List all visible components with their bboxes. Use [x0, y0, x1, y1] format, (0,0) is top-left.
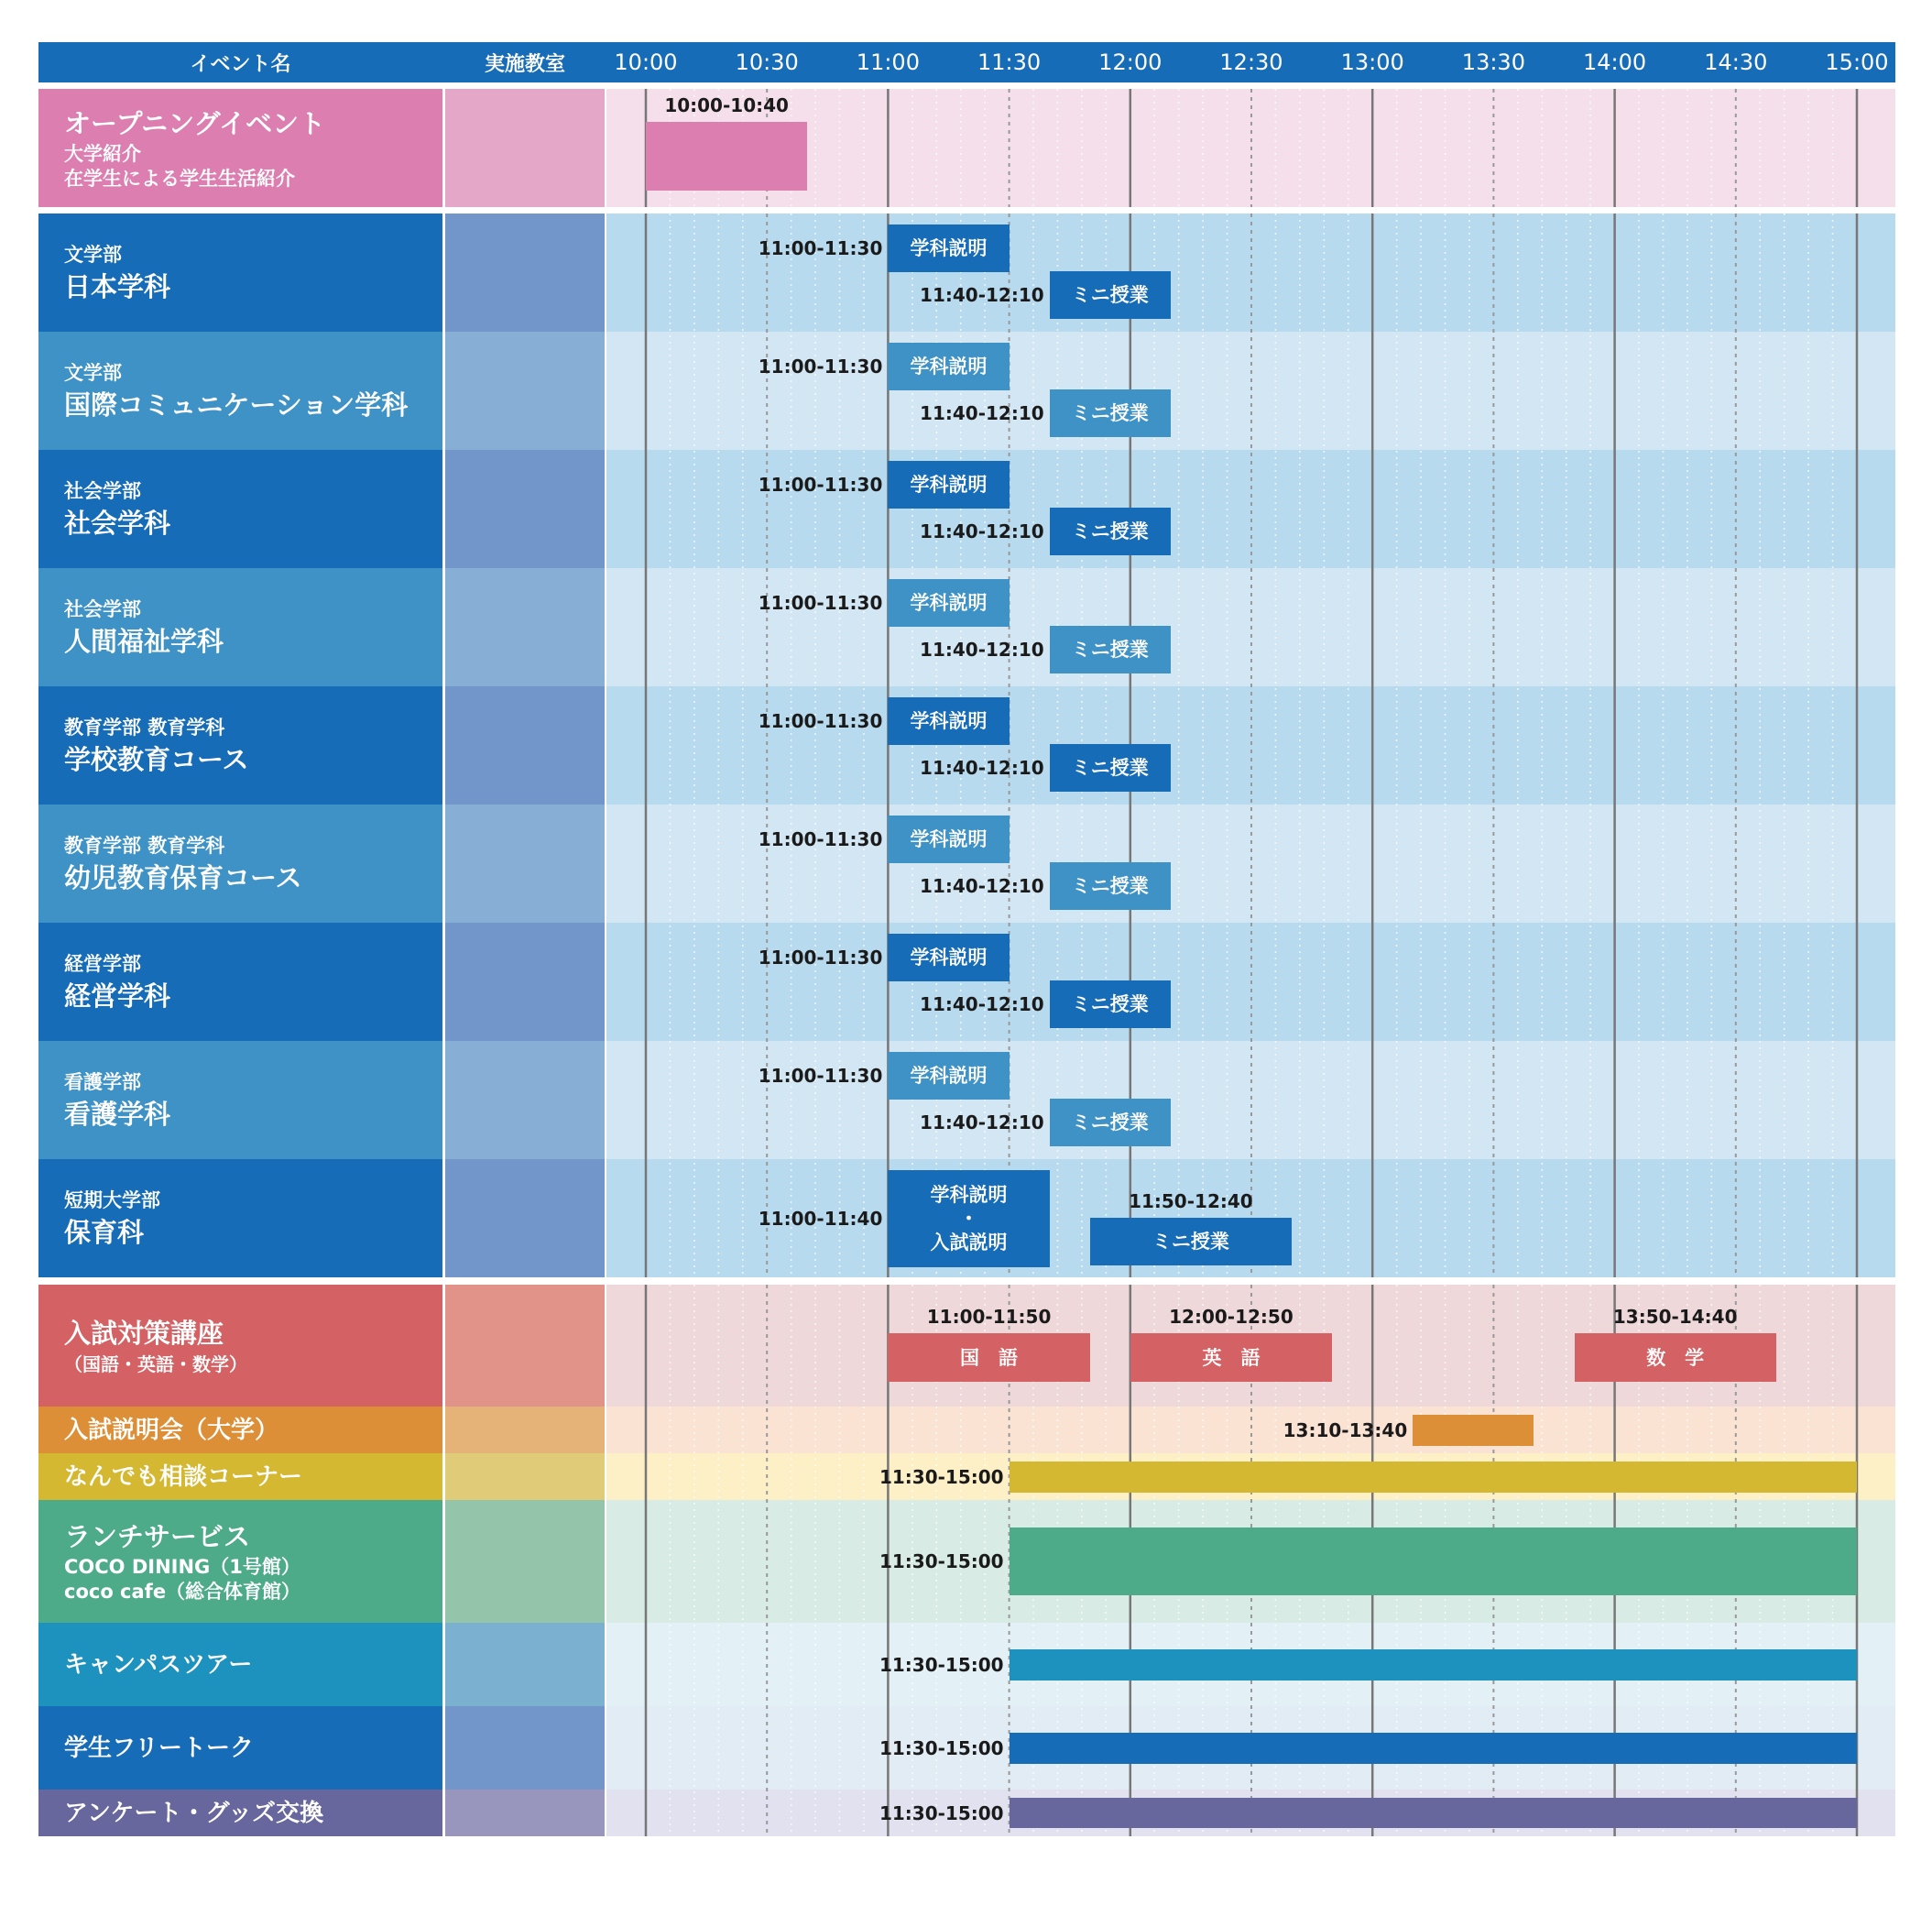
event-time-label: 11:00-11:30 [758, 592, 883, 614]
header-time: 12:30 [1219, 49, 1283, 75]
event-label: ミニ授業 [1071, 639, 1149, 661]
event-label: 学科説明 [910, 1065, 988, 1087]
row-note: COCO DINING（1号館） [64, 1556, 300, 1578]
row-title: 幼児教育保育コース [64, 861, 302, 893]
event-label: 学科説明 [910, 474, 988, 496]
row-title: アンケート・グッズ交換 [64, 1799, 324, 1827]
event-bar [1010, 1527, 1857, 1595]
event-time-label: 11:00-11:30 [758, 474, 883, 496]
row-subtitle: （国語・英語・数学） [64, 1352, 247, 1375]
event-bar [888, 579, 1009, 627]
header-time: 11:00 [856, 49, 920, 75]
event-label: 数 学 [1646, 1346, 1705, 1369]
event-bar [1090, 1218, 1292, 1265]
department-label: 社会学部 [64, 479, 141, 502]
event-bar [1010, 1798, 1857, 1828]
event-time-label: 11:40-12:10 [920, 875, 1044, 897]
event-time-label: 11:00-11:40 [758, 1208, 883, 1230]
event-label: 国 語 [960, 1346, 1019, 1369]
event-time-label: 11:00-11:30 [758, 1065, 883, 1087]
event-bar [888, 697, 1009, 745]
event-label: 学科説明 [910, 237, 988, 259]
department-label: 社会学部 [64, 597, 141, 620]
event-time-label: 11:00-11:30 [758, 710, 883, 732]
event-bar [1050, 508, 1171, 555]
event-label: 学科説明 [910, 828, 988, 850]
header-room: 実施教室 [484, 52, 565, 76]
event-time-label: 13:10-13:40 [1283, 1418, 1408, 1441]
event-time-label: 11:00-11:50 [926, 1306, 1052, 1328]
row-title: 人間福祉学科 [64, 625, 224, 657]
header-time: 13:00 [1340, 49, 1404, 75]
event-time-label: 11:00-11:30 [758, 828, 883, 850]
department-label: 看護学部 [64, 1070, 141, 1093]
header-time: 13:30 [1461, 49, 1525, 75]
row-title: 社会学科 [64, 507, 171, 539]
event-bar [888, 343, 1009, 390]
event-bar [1050, 1099, 1171, 1146]
event-label: ミニ授業 [1071, 993, 1149, 1015]
event-bar [888, 1170, 1049, 1267]
header-time: 15:00 [1825, 49, 1889, 75]
event-bar [1050, 980, 1171, 1028]
event-bar [1050, 389, 1171, 437]
department-label: 短期大学部 [64, 1188, 160, 1211]
row-title: 学生フリートーク [64, 1734, 254, 1762]
event-bar [888, 816, 1009, 863]
event-bar [1575, 1333, 1776, 1382]
event-label: 学科説明 [910, 356, 988, 378]
event-time-label: 10:00-10:40 [664, 94, 789, 116]
department-label: 文学部 [64, 361, 122, 384]
event-time-label: 11:40-12:10 [920, 639, 1044, 661]
event-label: ミニ授業 [1071, 875, 1149, 897]
header-time: 14:00 [1583, 49, 1647, 75]
event-time-label: 11:30-15:00 [879, 1801, 1004, 1824]
header-time: 12:00 [1098, 49, 1162, 75]
event-label: ミニ授業 [1152, 1231, 1229, 1253]
event-bar [1050, 862, 1171, 910]
row-title: 保育科 [64, 1216, 145, 1248]
event-label: ミニ授業 [1071, 402, 1149, 424]
event-label: ミニ授業 [1071, 757, 1149, 779]
event-bar [1413, 1415, 1534, 1446]
event-bar [1050, 626, 1171, 673]
event-label: ミニ授業 [1071, 520, 1149, 542]
event-time-label: 11:30-15:00 [879, 1550, 1004, 1572]
department-label: 教育学部 教育学科 [64, 834, 225, 857]
event-time-label: 11:30-15:00 [879, 1653, 1004, 1676]
row-title: オープニングイベント [64, 107, 326, 139]
row-title: ランチサービス [64, 1521, 251, 1552]
event-bar [888, 1333, 1089, 1382]
header-time: 14:30 [1704, 49, 1768, 75]
event-time-label: 11:40-12:10 [920, 757, 1044, 779]
event-label: 学科説明 [930, 1184, 1008, 1206]
header-time: 11:30 [977, 49, 1042, 75]
row-note: 大学紹介 [64, 142, 141, 165]
event-time-label: 11:00-11:30 [758, 356, 883, 378]
event-label: ミニ授業 [1071, 1111, 1149, 1133]
event-time-label: 12:00-12:50 [1169, 1306, 1293, 1328]
event-time-label: 11:40-12:10 [920, 993, 1044, 1015]
event-bar [1010, 1649, 1857, 1681]
department-label: 教育学部 教育学科 [64, 716, 225, 739]
header-time: 10:30 [735, 49, 799, 75]
row-title: 入試説明会（大学） [64, 1416, 279, 1444]
event-time-label: 11:00-11:30 [758, 237, 883, 259]
event-time-label: 11:30-15:00 [879, 1736, 1004, 1759]
event-time-label: 11:40-12:10 [920, 284, 1044, 306]
event-label: 英 語 [1202, 1346, 1261, 1369]
event-label: ・ [959, 1208, 979, 1230]
department-label: 文学部 [64, 243, 122, 266]
event-label: 学科説明 [910, 592, 988, 614]
event-label: 入試説明 [930, 1232, 1008, 1254]
row-title: 経営学科 [64, 980, 171, 1012]
event-label: 学科説明 [910, 710, 988, 732]
row-note: 在学生による学生生活紹介 [64, 167, 295, 190]
row-title: 国際コミュニケーション学科 [64, 389, 409, 421]
row-title: 学校教育コース [64, 743, 249, 775]
event-bar [1050, 271, 1171, 319]
department-label: 経営学部 [64, 952, 141, 975]
row-title: 看護学科 [64, 1098, 171, 1130]
header-event-name: イベント名 [190, 52, 291, 76]
event-time-label: 11:30-15:00 [879, 1465, 1004, 1488]
row-title: キャンパスツアー [64, 1650, 253, 1679]
event-time-label: 11:40-12:10 [920, 520, 1044, 542]
event-bar [888, 224, 1009, 272]
row-title: 入試対策講座 [64, 1317, 224, 1349]
header-time: 10:00 [614, 49, 678, 75]
event-bar [888, 1052, 1009, 1100]
event-time-label: 11:40-12:10 [920, 1111, 1044, 1133]
event-time-label: 11:50-12:40 [1129, 1190, 1253, 1212]
event-bar [1050, 744, 1171, 792]
event-label: 学科説明 [910, 947, 988, 969]
row-note: coco cafe（総合体育館） [64, 1581, 301, 1603]
event-bar [646, 122, 807, 191]
event-time-label: 11:40-12:10 [920, 402, 1044, 424]
row-title: 日本学科 [64, 270, 171, 302]
event-bar [888, 461, 1009, 509]
event-time-label: 13:50-14:40 [1612, 1306, 1738, 1328]
event-label: ミニ授業 [1071, 284, 1149, 306]
event-time-label: 11:00-11:30 [758, 947, 883, 969]
event-bar [1010, 1462, 1857, 1493]
row-title: なんでも相談コーナー [64, 1462, 303, 1491]
event-bar [1130, 1333, 1332, 1382]
event-bar [1010, 1733, 1857, 1764]
event-bar [888, 934, 1009, 981]
